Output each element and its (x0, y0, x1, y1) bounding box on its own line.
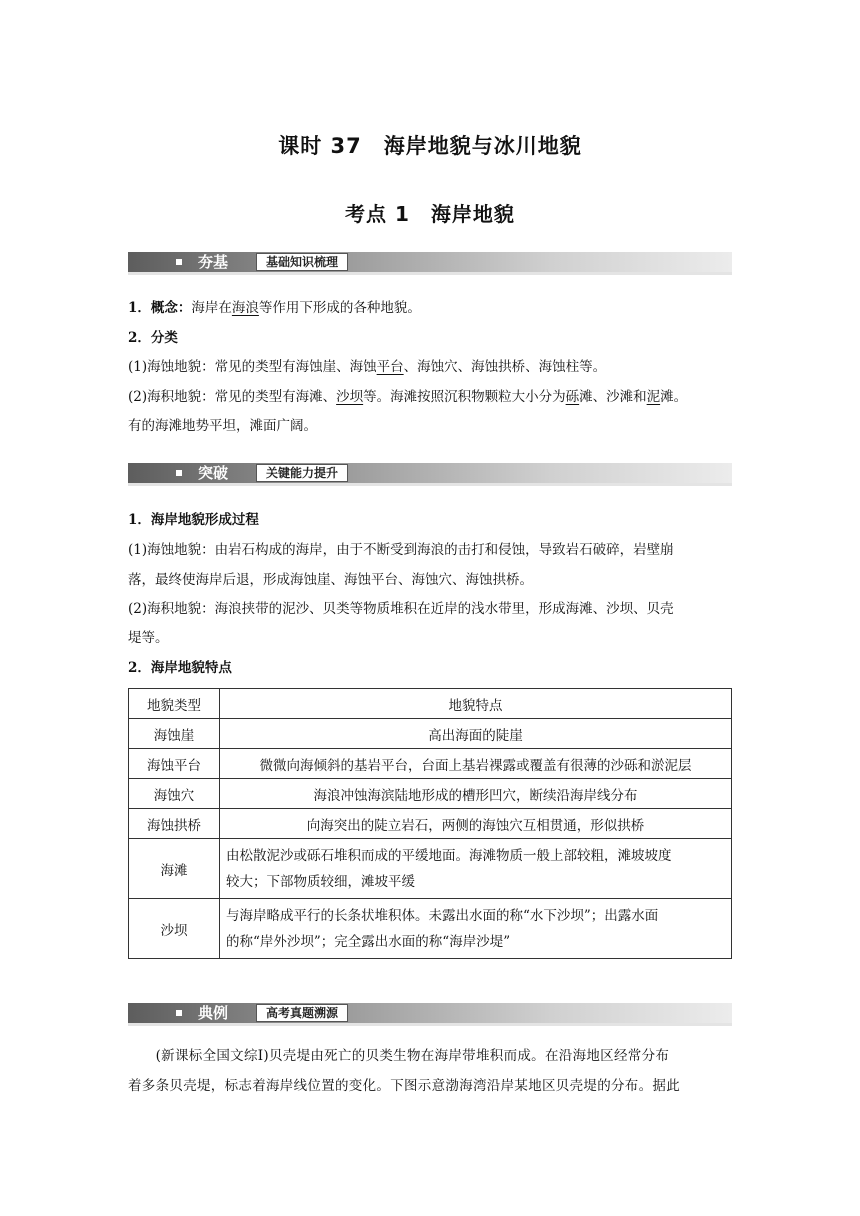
erosion-process-line2: 落，最终使海岸后退，形成海蚀崖、海蚀平台、海蚀穴、海蚀拱桥。 (128, 572, 533, 588)
lesson-title: 课时 37 海岸地貌与冰川地貌 (278, 134, 582, 158)
deposition-process-line1: (2)海积地貌：海浪挟带的泥沙、贝类等物质堆积在近岸的浅水带里，形成海滩、沙坝、贝壳 (128, 601, 674, 617)
deposition-line-2: 有的海滩地势平坦，滩面广阔。 (128, 418, 317, 434)
table-row: 海滩 由松散泥沙或砾石堆积而成的平缓地面。海滩物质一般上部较粗，滩坡坡度 较大；下部物质较细，滩坡平缓 (129, 839, 732, 899)
banner-breakthrough (128, 463, 732, 483)
table-row: 海蚀拱桥 向海突出的陡立岩石，两侧的海蚀穴互相贯通，形似拱桥 (129, 809, 732, 839)
banner-tag: 突破 (198, 464, 229, 482)
banner-label: 关键能力提升 (256, 464, 348, 482)
table-row: 海蚀崖 高出海面的陡崖 (129, 719, 732, 749)
blank-answer: 平台 (376, 359, 404, 375)
square-bullet-icon (176, 470, 182, 476)
landform-table (128, 688, 732, 959)
table-header: 地貌类型 (129, 689, 220, 719)
table-row: 海蚀穴 海浪冲蚀海滨陆地形成的槽形凹穴，断续沿海岸线分布 (129, 779, 732, 809)
banner-example (128, 1003, 732, 1023)
banner-tag: 典例 (198, 1004, 229, 1022)
features-heading: 2．海岸地貌特点 (128, 660, 232, 676)
banner-tag: 夯基 (198, 253, 229, 271)
erosion-line: (1)海蚀地貌：常见的类型有海蚀崖、海蚀平台、海蚀穴、海蚀拱桥、海蚀柱等。 (128, 359, 607, 375)
erosion-process-line1: (1)海蚀地貌：由岩石构成的海岸，由于不断受到海浪的击打和侵蚀，导致岩石破碎，岩壁崩 (128, 542, 674, 558)
blank-answer: 海浪 (231, 300, 259, 316)
table-row: 沙坝 与海岸略成平行的长条状堆积体。未露出水面的称“水下沙坝”；出露水面 的称“岸外沙坝”；完全露出水面的称“海岸沙堤” (129, 899, 732, 959)
table-header: 地貌特点 (220, 689, 732, 719)
process-heading: 1．海岸地貌形成过程 (128, 512, 259, 528)
banner-label: 高考真题溯源 (256, 1004, 348, 1022)
deposition-line: (2)海积地貌：常见的类型有海滩、沙坝等。海滩按照沉积物颗粒大小分为砾滩、沙滩和泥滩。 (128, 389, 688, 405)
classification-heading: 2．分类 (128, 330, 178, 346)
section-title: 考点 1 海岸地貌 (345, 202, 515, 226)
banner-label: 基础知识梳理 (256, 253, 348, 271)
square-bullet-icon (176, 259, 182, 265)
concept-line: 1．概念：海岸在海浪等作用下形成的各种地貌。 (128, 300, 421, 316)
table-header-row (129, 689, 732, 719)
example-line1: (新课标全国文综Ⅰ)贝壳堤由死亡的贝类生物在海岸带堆积而成。在沿海地区经常分布 (128, 1048, 670, 1064)
table-row: 海蚀平台 微微向海倾斜的基岩平台，台面上基岩裸露或覆盖有很薄的沙砾和淤泥层 (129, 749, 732, 779)
square-bullet-icon (176, 1010, 182, 1016)
example-line2: 着多条贝壳堤，标志着海岸线位置的变化。下图示意渤海湾沿岸某地区贝壳堤的分布。据此 (128, 1078, 680, 1094)
deposition-process-line2: 堤等。 (128, 630, 169, 646)
banner-basics (128, 252, 732, 272)
